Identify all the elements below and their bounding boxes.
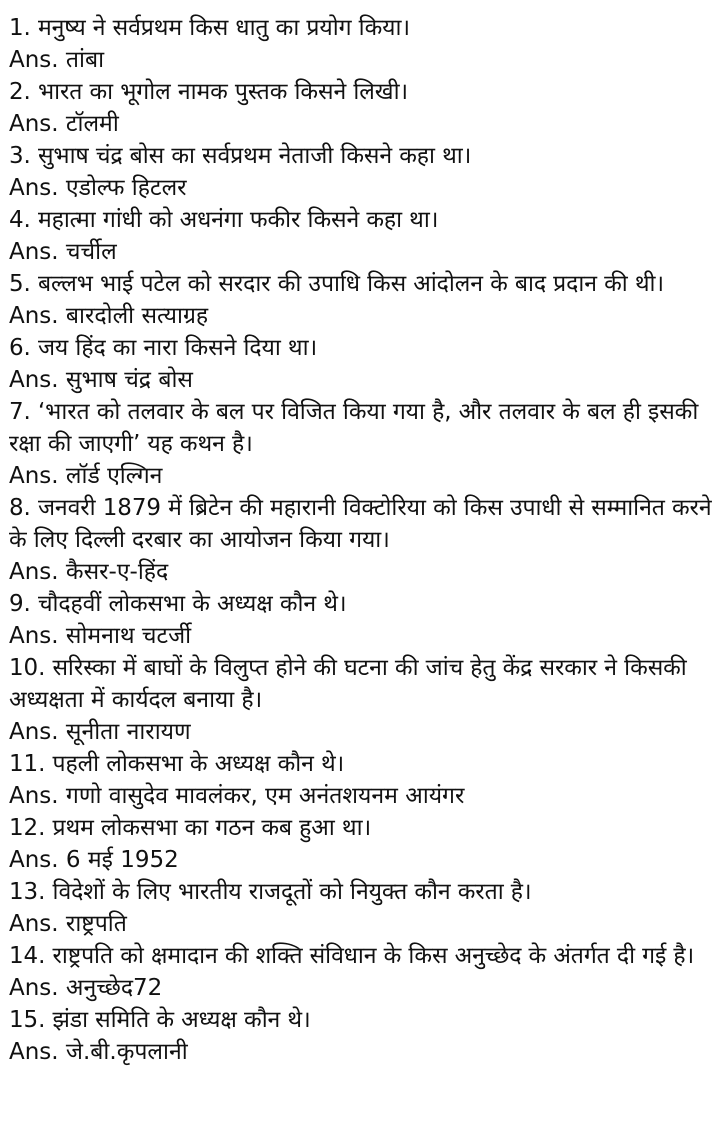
qa-document — [9, 12, 713, 1068]
answer-text: Ans. बारदोली सत्याग्रह — [9, 303, 209, 329]
answer-text: Ans. 6 मई 1952 — [9, 847, 179, 873]
answer-text: Ans. तांबा — [9, 47, 105, 73]
qa-item-7 — [9, 396, 713, 492]
qa-item-1 — [9, 12, 713, 76]
question-text: 4. महात्मा गांधी को अधनंगा फकीर किसने कहा था। — [9, 207, 439, 233]
answer-text: Ans. कैसर-ए-हिंद — [9, 559, 169, 585]
answer-text: Ans. एडोल्फ हिटलर — [9, 175, 187, 201]
question-text: 3. सुभाष चंद्र बोस का सर्वप्रथम नेताजी किसने कहा था। — [9, 143, 472, 169]
qa-item-15 — [9, 1004, 713, 1068]
answer-text: Ans. जे.बी.कृपलानी — [9, 1039, 188, 1065]
qa-item-5 — [9, 268, 713, 332]
answer-text: Ans. सोमनाथ चटर्जी — [9, 623, 192, 649]
question-text: 14. राष्ट्रपति को क्षमादान की शक्ति संविधान के किस अनुच्छेद के अंतर्गत दी गई है। — [9, 943, 695, 969]
question-text: 2. भारत का भूगोल नामक पुस्तक किसने लिखी। — [9, 79, 409, 105]
qa-item-9 — [9, 588, 713, 652]
question-text: 1. मनुष्य ने सर्वप्रथम किस धातु का प्रयोग किया। — [9, 15, 410, 41]
qa-item-12 — [9, 812, 713, 876]
answer-text: Ans. चर्चील — [9, 239, 117, 265]
qa-item-3 — [9, 140, 713, 204]
answer-text: Ans. गणो वासुदेव मावलंकर, एम अनंतशयनम आयंगर — [9, 783, 465, 809]
qa-item-2 — [9, 76, 713, 140]
qa-item-4 — [9, 204, 713, 268]
qa-item-8 — [9, 492, 713, 588]
question-text: 7. ‘भारत को तलवार के बल पर विजित किया गया है, और तलवार के बल ही इसकी रक्षा की जाएगी’ यह कथन है। — [9, 399, 699, 457]
qa-item-6 — [9, 332, 713, 396]
answer-text: Ans. राष्ट्रपति — [9, 911, 127, 937]
qa-item-11 — [9, 748, 713, 812]
qa-item-13 — [9, 876, 713, 940]
answer-text: Ans. सुभाष चंद्र बोस — [9, 367, 193, 393]
question-text: 6. जय हिंद का नारा किसने दिया था। — [9, 335, 318, 361]
answer-text: Ans. अनुच्छेद72 — [9, 975, 163, 1001]
question-text: 15. झंडा समिति के अध्यक्ष कौन थे। — [9, 1007, 311, 1033]
answer-text: Ans. टॉलमी — [9, 111, 119, 137]
qa-item-10 — [9, 652, 713, 748]
question-text: 5. बल्लभ भाई पटेल को सरदार की उपाधि किस आंदोलन के बाद प्रदान की थी। — [9, 271, 665, 297]
question-text: 13. विदेशों के लिए भारतीय राजदूतों को नियुक्त कौन करता है। — [9, 879, 532, 905]
question-text: 12. प्रथम लोकसभा का गठन कब हुआ था। — [9, 815, 372, 841]
qa-item-14 — [9, 940, 713, 1004]
answer-text: Ans. लॉर्ड एल्गिन — [9, 463, 163, 489]
question-text: 11. पहली लोकसभा के अध्यक्ष कौन थे। — [9, 751, 345, 777]
question-text: 10. सरिस्का में बाघों के विलुप्त होने की घटना की जांच हेतु केंद्र सरकार ने किसकी अध्यक्षता में कार्यदल बनाया है। — [9, 655, 687, 713]
question-text: 9. चौदहवीं लोकसभा के अध्यक्ष कौन थे। — [9, 591, 347, 617]
answer-text: Ans. सूनीता नारायण — [9, 719, 191, 745]
question-text: 8. जनवरी 1879 में ब्रिटेन की महारानी विक्टोरिया को किस उपाधी से सम्मानित करने के लिए दिल्ली दरबार का आयोजन किया गया। — [9, 495, 712, 553]
